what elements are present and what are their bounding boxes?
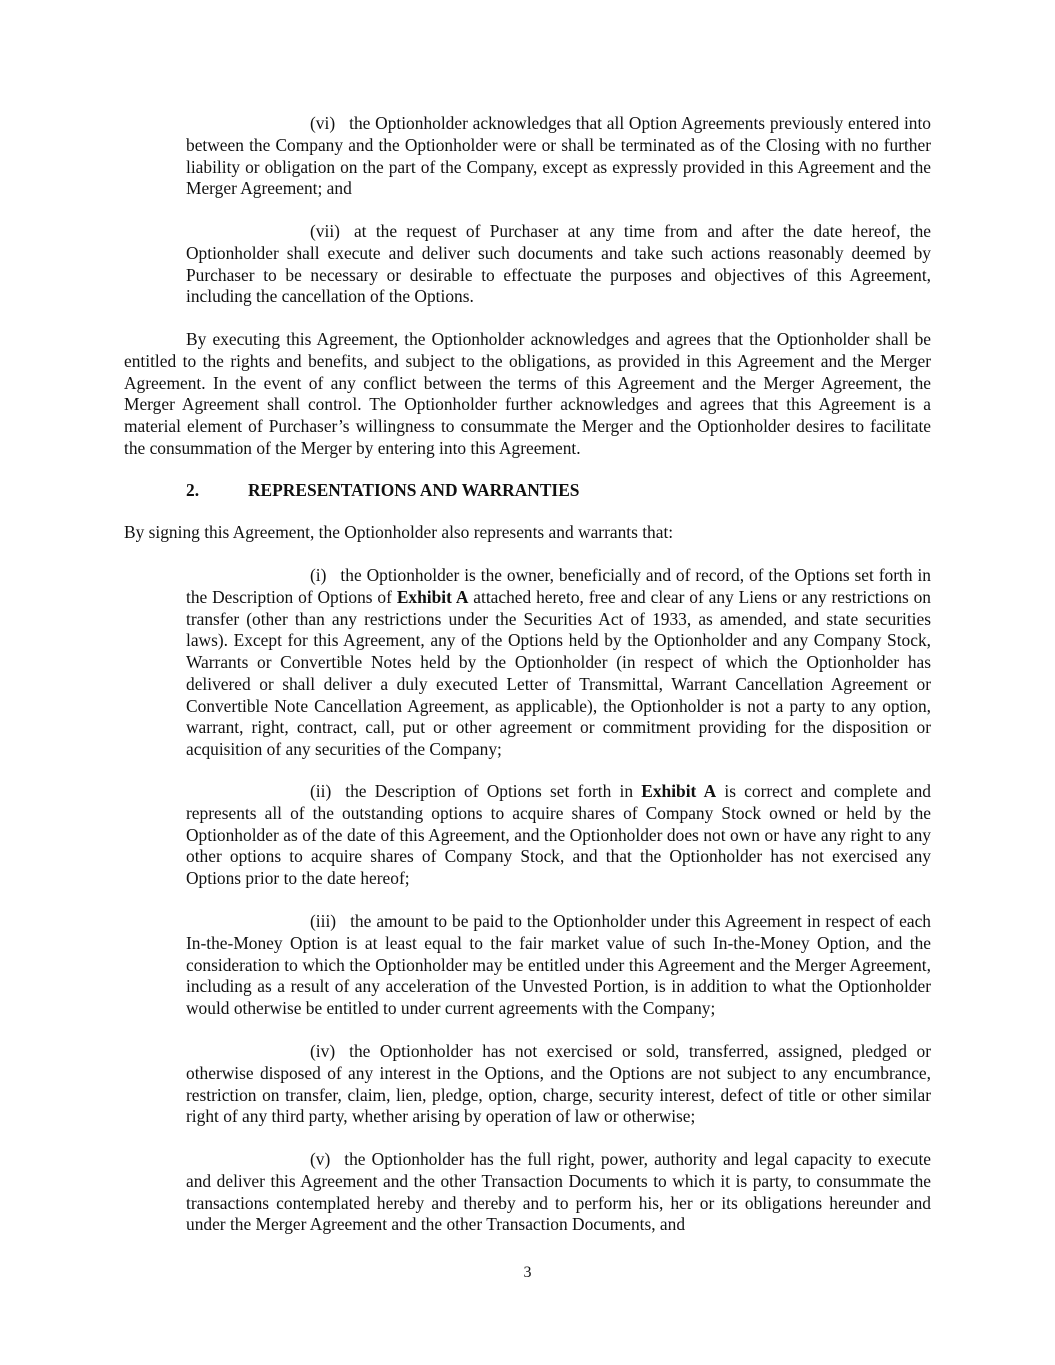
section-intro: By signing this Agreement, the Optionholder also represents and warrants that:: [124, 522, 674, 542]
clause-i-text-post: attached hereto, free and clear of any Liens or any restrictions on transfer (other than any restrictions under the Securities Act of 1933, as amended, and state securities laws). Except for this Agreement, any of the Options held by the Optionholder and any Company Stock, Warrants or Convertible Notes held by the Optionholder (in respect of which the Optionholder has delivered or shall deliver a duly executed Letter of Transmittal, Warrant Cancellation Agreement or Convertible Note Cancellation Agreement, as applicable), the Optionholder is not a party to any option, warrant, right, contract, call, put or other agreement or commitment providing for the disposition or acquisition of any securities of the Company;: [186, 586, 931, 759]
clause-v: [186, 1149, 931, 1236]
clause-i-text-pre: the Optionholder is the owner, beneficially and of record, of the Options set forth in the Description of Options of: [186, 565, 931, 607]
clause-ii: [186, 781, 931, 890]
clause-vii: [186, 221, 931, 308]
exhibit-a-reference: Exhibit A: [641, 781, 717, 801]
clause-ii-number: (ii): [310, 781, 332, 801]
exhibit-a-reference: Exhibit A: [396, 586, 469, 607]
clause-iii-number: (iii): [310, 911, 337, 931]
clause-vii-number: (vii): [310, 221, 340, 241]
clause-ii-text-post: is correct and complete and represents all of the outstanding options to acquire shares of Company Stock owned or held by the Optionholder as of the date of this Agreement, and the Optionholder does not own or have any right to any other options to acquire shares of Company Stock, and that the Optionholder has not exercised any Options prior to the date hereof;: [186, 781, 931, 888]
clause-iv-number: (iv): [310, 1041, 336, 1061]
clause-vii-text: at the request of Purchaser at any time from and after the date hereof, the Optionholder shall execute and deliver such documents and take such actions reasonably deemed by Purchaser to be necessary or desirable to effectuate the purposes and objectives of this Agreement, including the cancellation of the Options.: [186, 221, 931, 307]
clause-vi-text: the Optionholder acknowledges that all Option Agreements previously entered into between the Company and the Optionholder were or shall be terminated as of the Closing with no further liability or obligation on the part of the Company, except as expressly provided in this Agreement and the Merger Agreement; and: [186, 113, 931, 199]
clause-i-number: (i): [310, 565, 327, 585]
clause-v-text: the Optionholder has the full right, power, authority and legal capacity to execute and deliver this Agreement and the other Transaction Documents to which it is party, to consummate the transactions contemplated hereby and thereby and to perform his, her or its obligations hereunder and under the Merger Agreement and the other Transaction Documents, and: [186, 1149, 931, 1235]
page-number: 3: [523, 1264, 532, 1281]
section-title: REPRESENTATIONS AND WARRANTIES: [248, 480, 580, 500]
clause-v-number: (v): [310, 1149, 331, 1169]
clause-vi: [186, 113, 931, 200]
clause-ii-text-pre: the Description of Options set forth in: [345, 781, 634, 801]
section-heading: [186, 480, 579, 502]
executing-paragraph: By executing this Agreement, the Optionholder acknowledges and agrees that the Optionholder shall be entitled to the rights and benefits, and subject to the obligations, as provided in this Agreement and the Merger Agreement. In the event of any conflict between the terms of this Agreement and the Merger Agreement, the Merger Agreement shall control. The Optionholder further acknowledges and agrees that this Agreement is a material element of Purchaser’s willingness to consummate the Merger and the Optionholder desires to facilitate the consummation of the Merger by entering into this Agreement.: [124, 329, 931, 458]
clause-iv: [186, 1041, 931, 1128]
section-number: 2.: [186, 480, 200, 500]
clause-i: [186, 565, 931, 761]
clause-vi-number: (vi): [310, 113, 336, 133]
clause-iii-text: the amount to be paid to the Optionholder under this Agreement in respect of each In-the-Money Option is at least equal to the fair market value of such In-the-Money Option, and the consideration to which the Optionholder may be entitled under this Agreement and the Merger Agreement, including as a result of any acceleration of the Unvested Portion, is in addition to what the Optionholder would otherwise be entitled to under current agreements with the Company;: [186, 911, 931, 1018]
clause-iv-text: the Optionholder has not exercised or sold, transferred, assigned, pledged or otherwise disposed of any interest in the Options, and the Options are not subject to any encumbrance, restriction on transfer, claim, lien, pledge, option, charge, security interest, defect of title or other similar right of any third party, whether arising by operation of law or otherwise;: [186, 1041, 931, 1127]
clause-iii: [186, 911, 931, 1020]
